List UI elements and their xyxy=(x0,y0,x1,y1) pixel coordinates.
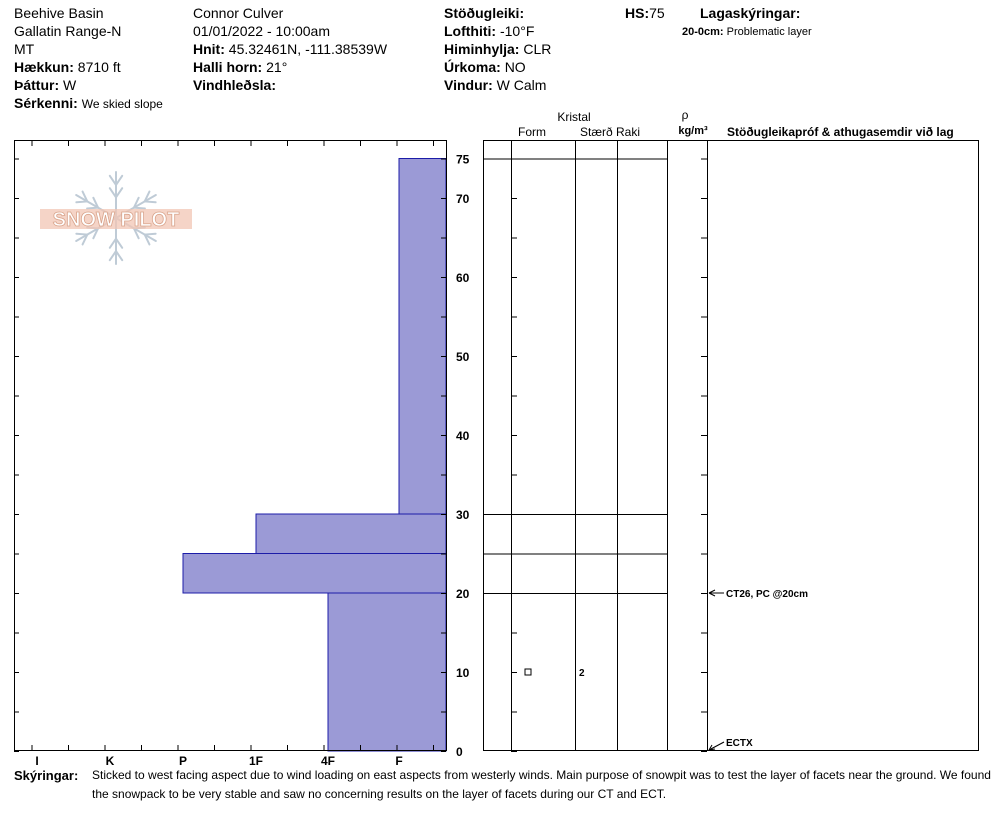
density-unit-header: kg/m³ xyxy=(678,125,708,137)
depth-label: 40 xyxy=(456,429,470,443)
wind-loading-label: Vindhleðsla: xyxy=(193,77,276,93)
layer-note-range: 20-0cm: xyxy=(682,26,724,38)
depth-label: 60 xyxy=(456,271,470,285)
stability-test-annotations xyxy=(709,589,808,750)
snowflake-branch xyxy=(76,234,87,235)
hardness-label-k: K xyxy=(105,754,115,766)
precipitation-label: Úrkoma: xyxy=(444,59,501,75)
snowpilot-logo xyxy=(40,172,192,264)
grain-size-label: 2 xyxy=(579,668,585,679)
logo-text: SNOW PILOT xyxy=(52,209,180,231)
feature-value: We skied slope xyxy=(81,97,163,111)
hardness-label-4f: 4F xyxy=(320,754,336,766)
location: Beehive Basin xyxy=(14,5,104,21)
sky-cover-label: Himinhylja: xyxy=(444,41,520,57)
wind-label: Vindur: xyxy=(444,77,493,93)
depth-label: 10 xyxy=(456,666,470,680)
air-temperature-value: -10°F xyxy=(499,23,535,39)
feature-label: Sérkenni: xyxy=(14,95,78,111)
hardness-label-i: I xyxy=(35,754,39,766)
hardness-label-1f: 1F xyxy=(248,754,264,766)
mountain-range: Gallatin Range-N xyxy=(14,23,122,39)
legend-label: Lagaskýringar: xyxy=(700,5,801,21)
hardness-label-f: F xyxy=(395,754,403,766)
stability-tests-header: Stöðugleikapróf & athugasemdir við lag xyxy=(727,125,954,139)
snowflake-branch xyxy=(145,234,156,235)
crystal-table-frame xyxy=(484,141,979,751)
test-label: CT26, PC @20cm xyxy=(726,589,809,600)
date-time: 01/01/2022 - 10:00am xyxy=(193,23,330,39)
hardness-bar-4f xyxy=(328,593,446,751)
snow-height-label: HS: xyxy=(625,5,650,21)
aspect-label: Þáttur: xyxy=(14,77,60,93)
slope-angle-value: 21° xyxy=(266,59,288,75)
rho-header: ρ xyxy=(681,108,689,122)
stability-label: Stöðugleiki: xyxy=(444,5,525,21)
form-header: Form xyxy=(518,125,546,139)
coordinates-label: Hnit: xyxy=(193,41,225,57)
aspect-value: W xyxy=(63,77,77,93)
air-temperature-label: Lofthiti: xyxy=(444,23,497,39)
sky-cover-value: CLR xyxy=(523,41,552,57)
snowflake-branch xyxy=(145,201,156,202)
slope-angle-label: Halli horn: xyxy=(193,59,263,75)
depth-axis-labels xyxy=(456,153,470,760)
test-label: ECTX xyxy=(726,738,753,749)
hardness-bar-p xyxy=(183,554,446,594)
depth-label: 50 xyxy=(456,350,470,364)
comments-text: Sticked to west facing aspect due to wind loading on east aspects from westerly winds. Main purpose of snowpit was to test the layer of facets near the ground. We found the snowpack to be very stable and saw no concerning results on the layer of facets during our CT and ECT. xyxy=(92,768,991,801)
crystal-header: Kristal xyxy=(557,110,591,124)
precipitation-value: NO xyxy=(504,59,526,75)
coordinates-value: 45.32461N, -111.38539W xyxy=(228,41,388,57)
snowflake-branch xyxy=(76,201,87,202)
hardness-bar-f xyxy=(399,159,446,515)
hardness-bars xyxy=(183,159,446,752)
state: MT xyxy=(14,41,35,57)
hardness-axis-labels xyxy=(35,754,402,766)
wind-value: W Calm xyxy=(496,77,547,93)
table-depth-ticks xyxy=(511,159,707,752)
layer-note-text: Problematic layer xyxy=(726,26,812,38)
moisture-header: Raki xyxy=(616,125,641,139)
elevation-value: 8710 ft xyxy=(77,59,121,75)
depth-label: 0 xyxy=(456,745,463,759)
hardness-label-p: P xyxy=(178,754,188,766)
elevation-label: Hækkun: xyxy=(14,59,74,75)
hardness-bar-1f xyxy=(256,514,446,554)
size-header: Stærð xyxy=(580,125,613,139)
depth-label: 30 xyxy=(456,508,470,522)
depth-label: 75 xyxy=(456,152,470,167)
observer: Connor Culver xyxy=(193,5,284,21)
comments-label: Skýringar: xyxy=(14,768,79,783)
snow-height-value: 75 xyxy=(649,5,665,21)
grain-form-square xyxy=(525,669,531,675)
depth-label: 70 xyxy=(456,192,470,206)
depth-label: 20 xyxy=(456,587,470,601)
